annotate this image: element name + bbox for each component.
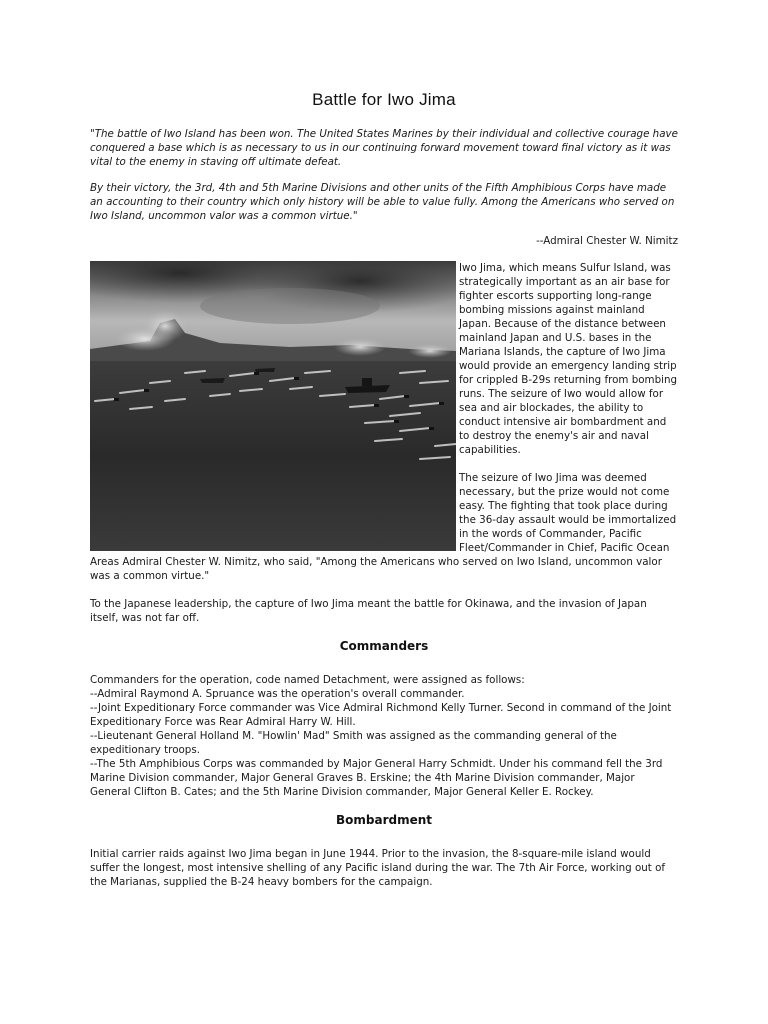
document-page [90,90,678,903]
intro-closing-paragraph: To the Japanese leadership, the capture of Iwo Jima meant the battle for Okinawa, and the invasion of Japan itself, was not far off. [90,598,647,624]
commanders-section [90,673,678,799]
commander-item: --Joint Expeditionary Force commander was Vice Admiral Richmond Kelly Turner. Second in command of the Joint Expeditionary Force was Rear Admiral Harry W. Hill. [90,702,672,728]
intro-paragraph: The seizure of Iwo Jima was deemed necessary, but the prize would not come easy. The fighting that took place during the 36-day assault would be immortalized in the words of Commander, Pacific Fleet/Commander in Chief, Pacific Ocean Areas Admiral Chester W. Nimitz, who said, "Among the Americans who served on Iwo Island, uncommon valor was a common virtue." [90,472,677,582]
quote-attribution: --Admiral Chester W. Nimitz [536,235,678,247]
commander-item: --The 5th Amphibious Corps was commanded by Major General Harry Schmidt. Under his command fell the 3rd Marine Division commander, Major General Graves B. Erskine; the 4th Marine Division commander, Major General Clifton B. Cates; and the 5th Marine Division commander, Major General Keller E. Rockey. [90,758,663,798]
nimitz-quote [90,127,678,223]
commanders-intro: Commanders for the operation, code named Detachment, were assigned as follows: [90,674,525,686]
quote-paragraph: By their victory, the 3rd, 4th and 5th Marine Divisions and other units of the Fifth Amphibious Corps have made an accounting to their country which only history will be able to value fully. Among the Americans who served on Iwo Island, uncommon valor was a common virtue." [90,182,675,222]
bombardment-section [90,847,678,889]
commander-item: --Admiral Raymond A. Spruance was the operation's overall commander. [90,688,465,700]
intro-paragraph: Iwo Jima, which means Sulfur Island, was strategically important as an air base for fighter escorts supporting long-range bombing missions against mainland Japan. Because of the distance between mainland Japan and U.S. bases in the Mariana Islands, the capture of Iwo Jima would provide an emergency landing strip for crippled B-29s returning from bombing runs. The seizure of Iwo would allow for sea and air blockades, the ability to conduct intensive air bombardment and to destroy the enemy's air and naval capabilities. [459,262,678,456]
page-title: Battle for Iwo Jima [312,90,456,109]
commanders-heading: Commanders [339,639,429,653]
bombardment-paragraph: Initial carrier raids against Iwo Jima began in June 1944. Prior to the invasion, the 8-square-mile island would suffer the longest, most intensive shelling of any Pacific island during the war. The 7th Air Force, working out of the Marianas, supplied the B-24 heavy bombers for the campaign. [90,848,666,888]
commander-item: --Lieutenant General Holland M. "Howlin' Mad" Smith was assigned as the commanding general of the expeditionary troops. [90,730,617,756]
iwo-jima-invasion-photo [90,261,456,551]
intro-section [90,261,678,625]
bombardment-heading: Bombardment [335,813,432,827]
quote-paragraph: "The battle of Iwo Island has been won. The United States Marines by their individual and collective courage have conquered a base which is as necessary to us in our continuing forward movement toward final victory as it was vital to the enemy in staving off ultimate defeat. [90,128,678,168]
